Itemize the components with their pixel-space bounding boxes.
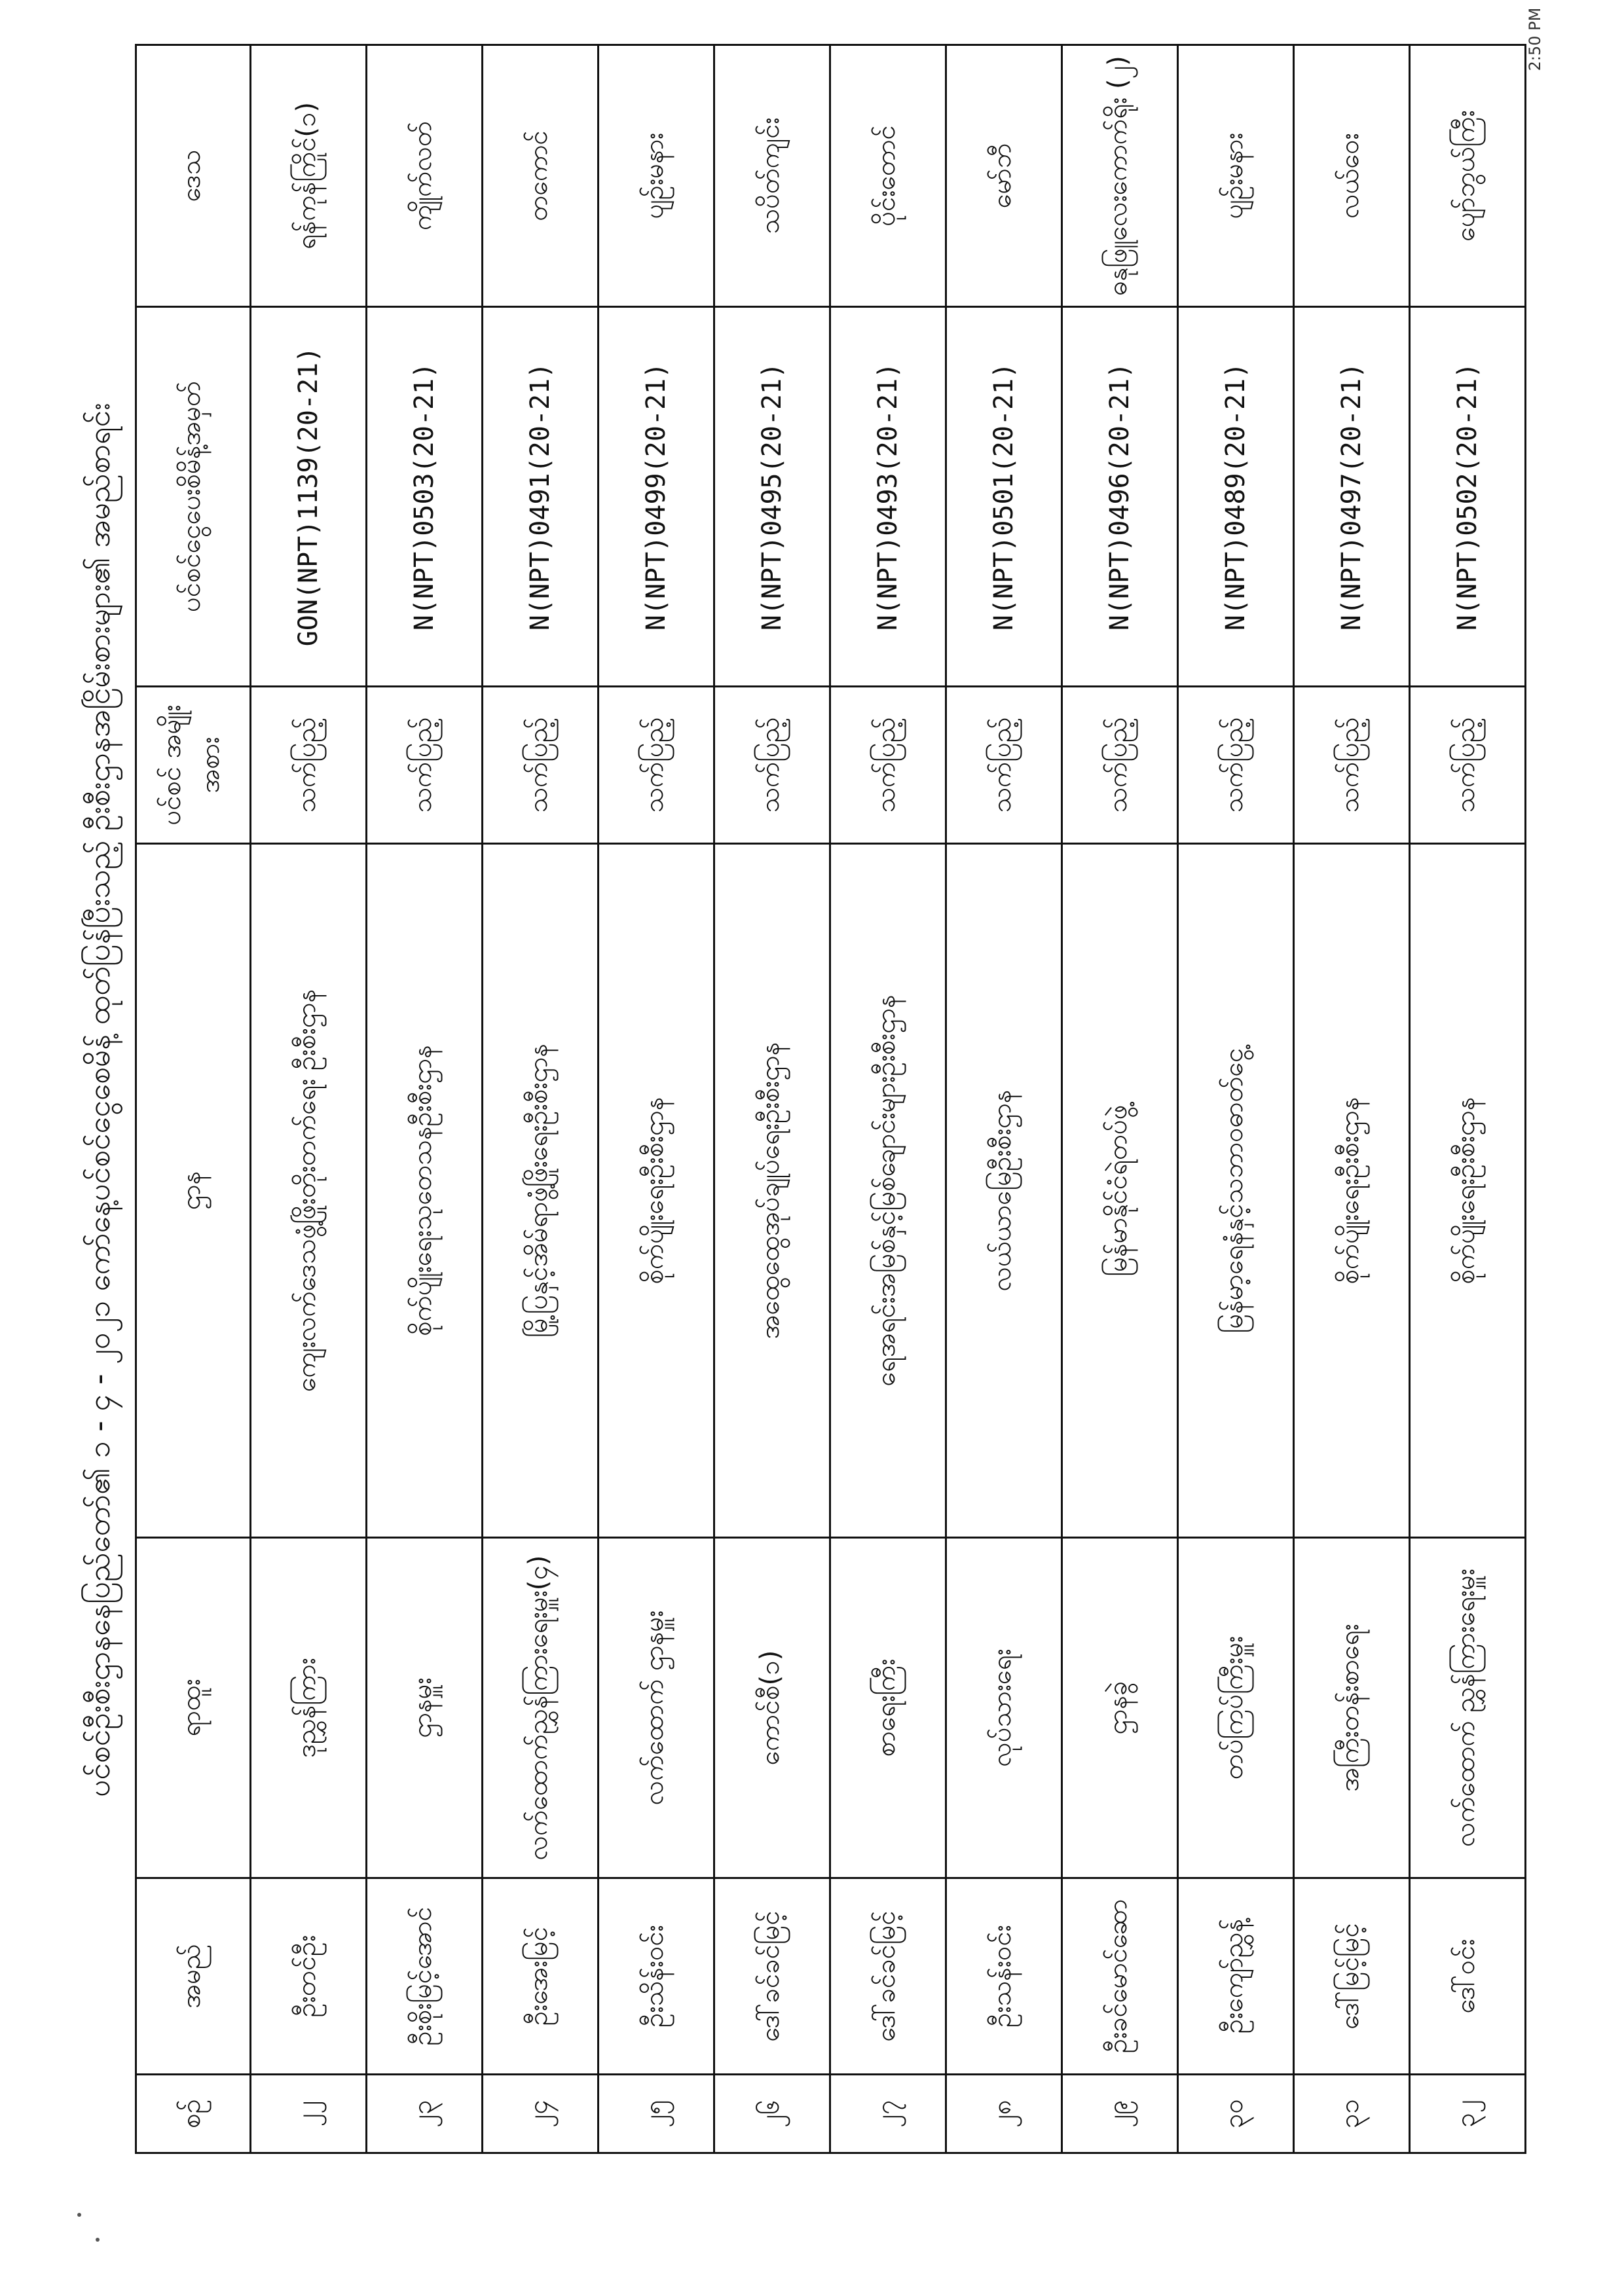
table-header-row	[136, 45, 251, 2153]
cell-no: ၂၃	[367, 2075, 483, 2153]
cell-name: ဦးအေးမြင့်	[483, 1878, 599, 2075]
cell-order-no: N(NPT)0497(20-21)	[1294, 307, 1410, 687]
scan-speck	[96, 2238, 100, 2242]
cell-no: ၂၇	[830, 2075, 946, 2153]
cell-department: မြန်မာနိုင်ငံရဲတပ်ဖွဲ့	[1062, 844, 1178, 1538]
cell-department: စိုက်ပျိုးရေးဦးစီးဌာန	[1410, 844, 1526, 1538]
cell-pension-type: သက်ပြည့်	[1294, 687, 1410, 844]
cell-department: မြို့ပြနှင့်အိမ်ရာဖွံ့ဖြိုးရေးဦးစီးဌာန	[483, 844, 599, 1538]
cell-no: ၂၄	[483, 2075, 599, 2153]
cell-township: ကျိုက်လတ်	[367, 45, 483, 307]
header-rank: ရာထူး	[136, 1538, 251, 1878]
cell-pension-type: သက်ပြည့်	[714, 687, 830, 844]
table-body	[251, 45, 1526, 2153]
cell-township: သပိတ်ကျင်း	[714, 45, 830, 307]
pension-records-table	[135, 44, 1526, 2154]
table-row	[1062, 45, 1178, 2153]
table-row	[1294, 45, 1410, 2153]
cell-pension-type: သက်ပြည့်	[1178, 687, 1294, 844]
cell-rank: အကြီးတန်းစာရေး	[1294, 1538, 1410, 1878]
cell-rank: တပ်ကြပ်ကြီးမှူး	[1178, 1538, 1294, 1878]
cell-department: အထွေထွေအုပ်ချုပ်ရေးဦးစီးဌာန	[714, 844, 830, 1538]
cell-name: ဦးစိုးမြင့်အောင်	[367, 1878, 483, 2075]
cell-township: တကောင်	[483, 45, 599, 307]
header-pension-type: ပင်စင် အမျိုးအစား	[136, 687, 251, 844]
cell-name: ဦးကျော်ညွှန့်	[1178, 1878, 1294, 2075]
cell-rank: လုပ်သားရေး	[946, 1538, 1062, 1878]
table-row	[483, 45, 599, 2153]
cell-township: ပျဉ်းမနား	[1178, 45, 1294, 307]
cell-pension-type: သက်ပြည့်	[251, 687, 367, 844]
header-name: အမည်	[136, 1878, 251, 2075]
cell-name: ဦးသန်းဝင်း	[946, 1878, 1062, 2075]
cell-rank: စာရေးကြီး	[830, 1538, 946, 1878]
cell-order-no: N(NPT)0495(20-21)	[714, 307, 830, 687]
cell-department: လယ်ယာမြေဦးစီးဌာန	[946, 844, 1062, 1538]
cell-rank: ဌာနမှူး	[367, 1538, 483, 1878]
header-order-no: ပင်စင်ငွေပေးစိမိန့်အမှတ်	[136, 307, 251, 687]
cell-name: ဒေါ်ခင်ခင်မြင့်	[714, 1878, 830, 2075]
cell-name: ဦးတင်ဦး	[251, 1878, 367, 2075]
cell-pension-type: သက်ပြည့်	[830, 687, 946, 844]
cell-township: ပျဉ်းမနား	[599, 45, 714, 307]
cell-no: ၂၆	[714, 2075, 830, 2153]
scan-speck	[77, 2213, 81, 2217]
cell-no: ၂၂	[251, 2075, 367, 2153]
table-row	[714, 45, 830, 2153]
rotated-document	[63, 46, 1543, 2154]
cell-township: ပိုင်းတောင်	[830, 45, 946, 307]
cell-order-no: N(NPT)0491(20-21)	[483, 307, 599, 687]
cell-rank: ဒုညွှန်ကြား	[251, 1538, 367, 1878]
cell-order-no: N(NPT)0502(20-21)	[1410, 307, 1526, 687]
cell-rank: ကောင်စီ(၁)	[714, 1538, 830, 1878]
cell-no: ၂၉	[1062, 2075, 1178, 2153]
cell-no: ၂၅	[599, 2075, 714, 2153]
cell-department: ရေအရင်းအမြစ်နှင့်မြစ်ချောင်းများဦးစီးဌာန	[830, 844, 946, 1538]
header-no: စဉ်	[136, 2075, 251, 2153]
cell-name: ဒေါ်ဝင်း	[1410, 1878, 1526, 2075]
cell-department: စိုက်ပျိုးရေးဦးစီးဌာန	[1294, 844, 1410, 1538]
cell-rank: ဌာနခွဲ	[1062, 1538, 1178, 1878]
cell-township: လယ်ဝေး	[1294, 45, 1410, 307]
cell-pension-type: သက်ပြည့်	[367, 687, 483, 844]
cell-name: ဒေါ်ခင်ခင်မြင့်	[830, 1878, 946, 2075]
cell-pension-type: သက်ပြည့်	[483, 687, 599, 844]
cell-department: မြန်မာ့ရေနံနှင့်သဘာဝဓာတ်ငွေ့	[1178, 844, 1294, 1538]
cell-order-no: GON(NPT)1139(20-21)	[251, 307, 367, 687]
header-department: ဌာန	[136, 844, 251, 1538]
cell-name: ဦးခင်မောင်ဆော	[1062, 1878, 1178, 2075]
header-township: ဒေသ	[136, 45, 251, 307]
cell-pension-type: သက်ပြည့်	[946, 687, 1062, 844]
cell-order-no: N(NPT)0489(20-21)	[1178, 307, 1294, 687]
table-row	[251, 45, 367, 2153]
cell-department: ကျေးလက်ဒေသဖွံ့ဖြိုးတိုးတက်ရေး ဦးစီးဌာန	[251, 844, 367, 1538]
cell-order-no: N(NPT)0503(20-21)	[367, 307, 483, 687]
cell-department: စိုက်ပျိုးရေးဦးစီးဌာန	[599, 844, 714, 1538]
cell-name: ဒေါ်မြင့်မြင့်	[1294, 1878, 1410, 2075]
table-row	[1178, 45, 1294, 2153]
table-row	[1410, 45, 1526, 2153]
table-row	[830, 45, 946, 2153]
cell-township: ဓနုဖြူလေးကောက်ရိုး (၂)	[1062, 45, 1178, 307]
cell-rank: လက်ထောက် ဌာနမှူး	[599, 1538, 714, 1878]
cell-township: မော်ဘီ	[946, 45, 1062, 307]
cell-order-no: N(NPT)0501(20-21)	[946, 307, 1062, 687]
document-title: ပင်စင်ဦးစီးဌာနနေပြည်တော်၏ ၁ - ၄ - ၂၀၂၁ ကော်နေ့ပင်စင်ငွေစေမိန့် ထုတ်ပြန်ပြီးသည့် ဦးစီးဌာနအငြိမ်းစားများ၏ အမည်စာရင်း	[81, 403, 117, 1797]
table-row	[367, 45, 483, 2153]
cell-pension-type: သက်ပြည့်	[1410, 687, 1526, 844]
cell-pension-type: သက်ပြည့်	[1062, 687, 1178, 844]
cell-department: စိုက်ပျိုးရေးသုတေသနဦးစီးဌာန	[367, 844, 483, 1538]
cell-rank: လက်ထောက် ညွှန်ကြားရေးမှူး	[1410, 1538, 1526, 1878]
cell-no: ၃၂	[1410, 2075, 1526, 2153]
cell-name: ဦးသိန်းဝင်း	[599, 1878, 714, 2075]
table-row	[946, 45, 1062, 2153]
cell-no: ၂၈	[946, 2075, 1062, 2153]
cell-no: ၃၁	[1294, 2075, 1410, 2153]
cell-pension-type: သက်ပြည့်	[599, 687, 714, 844]
timestamp-label: 2:50 PM	[1526, 7, 1544, 71]
cell-order-no: N(NPT)0493(20-21)	[830, 307, 946, 687]
cell-no: ၃၀	[1178, 2075, 1294, 2153]
cell-rank: လက်ထောက်ညွှန်ကြားရေးမှူး(၄)	[483, 1538, 599, 1878]
cell-township: ရန်ကုန်ကြိုင်(၁)	[251, 45, 367, 307]
cell-township: ပျော်ဘွယ်ကြီး	[1410, 45, 1526, 307]
cell-order-no: N(NPT)0496(20-21)	[1062, 307, 1178, 687]
cell-order-no: N(NPT)0499(20-21)	[599, 307, 714, 687]
table-row	[599, 45, 714, 2153]
